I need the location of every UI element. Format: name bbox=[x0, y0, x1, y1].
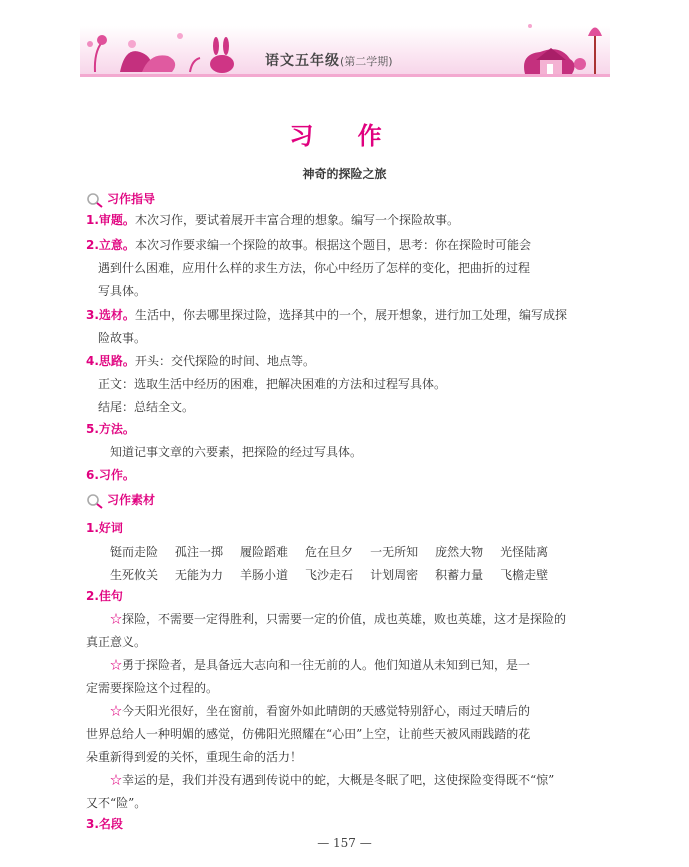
guide-item-6: 6.习作。 bbox=[86, 468, 135, 482]
guide-item-3: 3.选材。生活中，你去哪里探过险，选择其中的一个，展开想象，进行加工处理，编写成探 bbox=[86, 308, 567, 322]
word-item: 无能为力 bbox=[175, 568, 224, 582]
guide-item-1: 1.审题。木次习作，要试着展开丰富合理的想象。编写一个探险故事。 bbox=[86, 213, 459, 227]
guide-item-3-line-2: 险故事。 bbox=[98, 331, 147, 345]
guide-item-2-line-3: 写具体。 bbox=[98, 284, 147, 298]
word-item: 庞然大物 bbox=[435, 545, 484, 559]
sentence-1: ☆探险，不需要一定得胜利，只需要一定的价值，成也英雄，败也英雄，这才是探险的 bbox=[110, 612, 567, 626]
sentence-4: ☆幸运的是，我们并没有遇到传说中的蛇，大概是冬眠了吧，这使探险变得既不“惊” bbox=[110, 773, 555, 787]
paragraph-label: 3.名段 bbox=[86, 817, 123, 831]
word-item: 孤注一掷 bbox=[175, 545, 224, 559]
good-words-row-2 bbox=[110, 566, 565, 583]
rabbit-decoration-icon bbox=[202, 36, 242, 74]
star-icon: ☆ bbox=[110, 612, 123, 626]
house-decoration-icon bbox=[510, 14, 610, 76]
word-item: 生死攸关 bbox=[110, 568, 159, 582]
good-words-label: 1.好词 bbox=[86, 521, 123, 535]
page-title: 习 作 bbox=[289, 122, 400, 150]
flower-decoration-icon bbox=[80, 22, 210, 78]
sentence-2: ☆勇于探险者，是具备远大志向和一往无前的人。他们知道从未知到已知，是一 bbox=[110, 658, 531, 672]
guide-item-4-line-2: 正文：选取生活中经历的困难，把解决困难的方法和过程写具体。 bbox=[98, 377, 447, 391]
sentence-1-line-2: 真正意义。 bbox=[86, 635, 147, 649]
magnifier-icon bbox=[86, 192, 104, 208]
section-heading-guide: 习作指导 bbox=[86, 190, 155, 208]
star-icon: ☆ bbox=[110, 658, 123, 672]
word-item: 履险蹈难 bbox=[240, 545, 289, 559]
guide-item-5: 5.方法。 bbox=[86, 422, 135, 436]
word-item: 铤而走险 bbox=[110, 545, 159, 559]
guide-item-2: 2.立意。本次习作要求编一个探险的故事。根据这个题目，思考：你在探险时可能会 bbox=[86, 238, 531, 252]
sentences-label: 2.佳句 bbox=[86, 589, 123, 603]
word-item: 危在旦夕 bbox=[305, 545, 354, 559]
header-title: 语文五年级(第二学期) bbox=[265, 53, 393, 69]
word-item: 羊肠小道 bbox=[240, 568, 289, 582]
page-subtitle: 神奇的探险之旅 bbox=[302, 167, 387, 181]
word-item: 一无所知 bbox=[370, 545, 419, 559]
sentence-2-line-2: 定需要探险这个过程的。 bbox=[86, 681, 219, 695]
word-item: 飞檐走壁 bbox=[500, 568, 549, 582]
sentence-4-line-2: 又不“险”。 bbox=[86, 796, 147, 810]
sentence-3: ☆今天阳光很好，坐在窗前，看窗外如此晴朗的天感觉特别舒心，雨过天晴后的 bbox=[110, 704, 531, 718]
word-item: 光怪陆离 bbox=[500, 545, 549, 559]
sentence-3-line-3: 朵重新得到爱的关怀，重现生命的活力！ bbox=[86, 750, 303, 764]
word-item: 积蓄力量 bbox=[435, 568, 484, 582]
good-words-row-1 bbox=[110, 543, 565, 560]
section-heading-material: 习作素材 bbox=[86, 491, 155, 509]
guide-item-4: 4.思路。开头：交代探险的时间、地点等。 bbox=[86, 354, 315, 368]
star-icon: ☆ bbox=[110, 704, 123, 718]
guide-item-2-line-2: 遇到什么困难，应用什么样的求生方法，你心中经历了怎样的变化，把曲折的过程 bbox=[98, 261, 531, 275]
magnifier-icon bbox=[86, 493, 104, 509]
guide-item-4-line-3: 结尾：总结全文。 bbox=[98, 400, 195, 414]
word-item: 计划周密 bbox=[370, 568, 419, 582]
word-item: 飞沙走石 bbox=[305, 568, 354, 582]
guide-item-5-line-1: 知道记事文章的六要素，把探险的经过写具体。 bbox=[110, 445, 363, 459]
page-number: — 157 — bbox=[317, 836, 372, 850]
sentence-3-line-2: 世界总给人一种明媚的感觉，仿佛阳光照耀在“心田”上空，让前些天被风雨践踏的花 bbox=[86, 727, 531, 741]
star-icon: ☆ bbox=[110, 773, 123, 787]
page-header bbox=[80, 14, 610, 78]
